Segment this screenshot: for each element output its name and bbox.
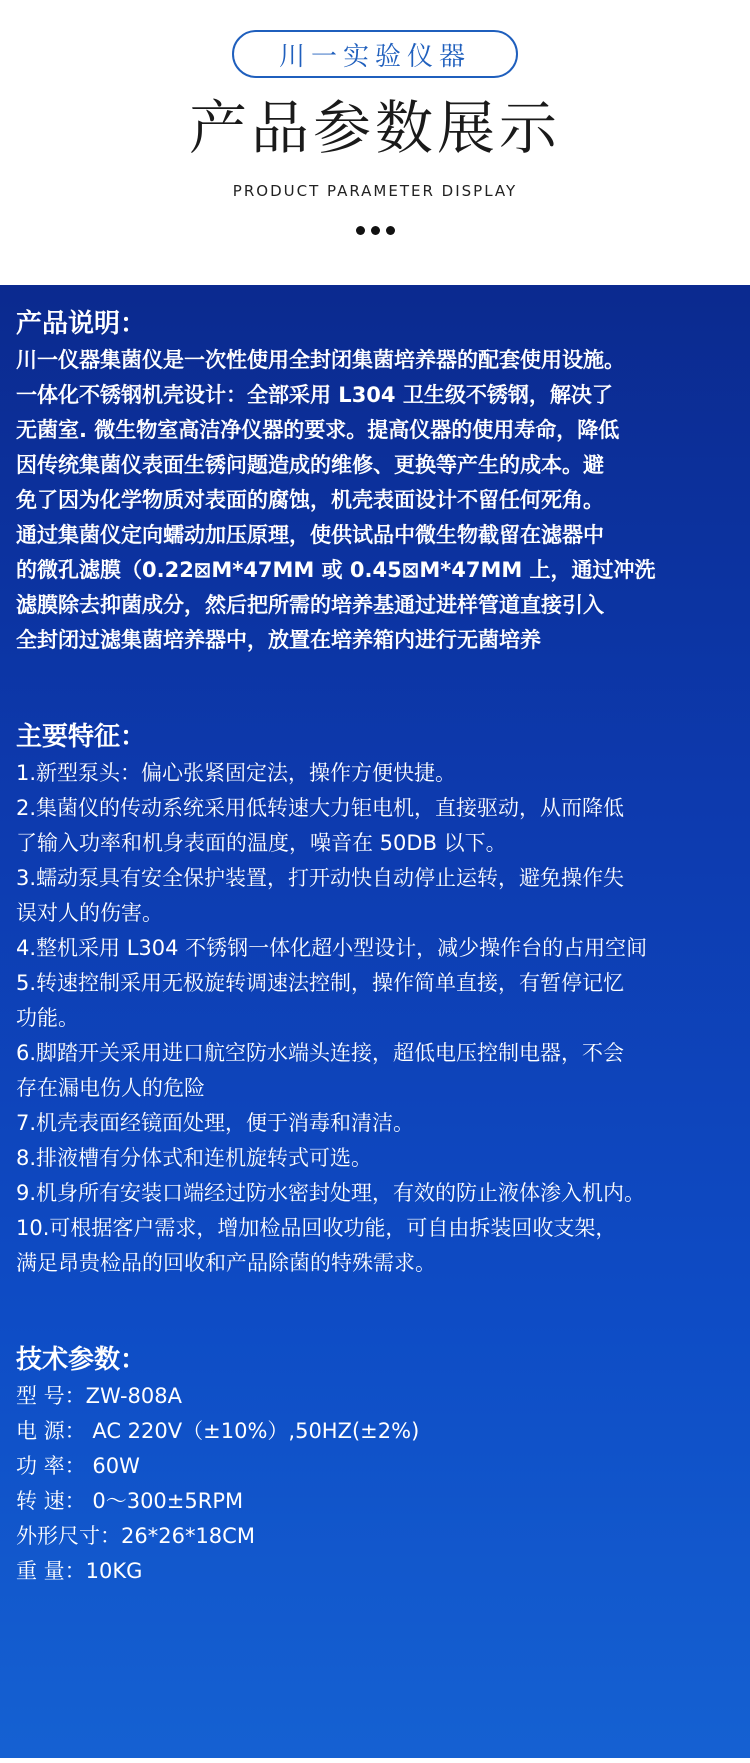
description-body [16, 343, 734, 658]
features-heading: 主要特征： [16, 722, 147, 752]
dot-icon [386, 226, 395, 235]
feature-line: 误对人的伤害。 [16, 901, 163, 925]
spec-line: 重 量：10KG [16, 1559, 143, 1583]
description-line: 的微孔滤膜（0.22⊠M*47MM 或 0.45⊠M*47MM 上，通过冲洗 [16, 558, 656, 582]
dots-decoration [0, 226, 750, 235]
spec-line: 电 源： AC 220V（±10%）,50HZ(±2%) [16, 1419, 420, 1443]
feature-line: 8.排液槽有分体式和连机旋转式可选。 [16, 1146, 373, 1170]
bottom-strip [0, 1758, 750, 1763]
dot-icon [371, 226, 380, 235]
page-subtitle: PRODUCT PARAMETER DISPLAY [232, 182, 518, 200]
page-title: 产品参数展示 [188, 94, 561, 162]
description-line: 一体化不锈钢机壳设计：全部采用 L304 卫生级不锈钢，解决了 [16, 383, 613, 407]
feature-line: 了输入功率和机身表面的温度，噪音在 50DB 以下。 [16, 831, 507, 855]
spec-line: 型 号：ZW-808A [16, 1384, 183, 1408]
description-line: 全封闭过滤集菌培养器中，放置在培养箱内进行无菌培养 [16, 628, 541, 652]
content-panel [0, 285, 750, 1758]
description-line: 通过集菌仪定向蠕动加压原理，使供试品中微生物截留在滤器中 [16, 523, 604, 547]
feature-line: 6.脚踏开关采用进口航空防水端头连接，超低电压控制电器，不会 [16, 1041, 625, 1065]
spec-line: 外形尺寸：26*26*18CM [16, 1524, 255, 1548]
feature-line: 5.转速控制采用无极旋转调速法控制，操作简单直接，有暂停记忆 [16, 971, 625, 995]
dot-icon [356, 226, 365, 235]
spec-line: 转 速： 0～300±5RPM [16, 1489, 244, 1513]
description-line: 滤膜除去抑菌成分，然后把所需的培养基通过进样管道直接引入 [16, 593, 604, 617]
feature-line: 7.机壳表面经镜面处理，便于消毒和清洁。 [16, 1111, 415, 1135]
feature-line: 功能。 [16, 1006, 79, 1030]
description-line: 免了因为化学物质对表面的腐蚀，机壳表面设计不留任何死角。 [16, 488, 604, 512]
feature-line: 1.新型泵头：偏心张紧固定法，操作方便快捷。 [16, 761, 457, 785]
description-line: 因传统集菌仪表面生锈问题造成的维修、更换等产生的成本。避 [16, 453, 604, 477]
feature-line: 9.机身所有安装口端经过防水密封处理，有效的防止液体渗入机内。 [16, 1181, 646, 1205]
specs-list [16, 1379, 734, 1589]
feature-line: 满足昂贵检品的回收和产品除菌的特殊需求。 [16, 1251, 436, 1275]
description-line: 无菌室. 微生物室高洁净仪器的要求。提高仪器的使用寿命，降低 [16, 418, 620, 442]
specs-heading: 技术参数： [16, 1345, 147, 1375]
features-list [16, 756, 734, 1281]
feature-line: 3.蠕动泵具有安全保护装置，打开动快自动停止运转，避免操作失 [16, 866, 625, 890]
description-heading: 产品说明： [16, 309, 147, 339]
brand-pill: 川一实验仪器 [232, 30, 518, 78]
feature-line: 2.集菌仪的传动系统采用低转速大力钜电机，直接驱动，从而降低 [16, 796, 625, 820]
feature-line: 存在漏电伤人的危险 [16, 1076, 205, 1100]
feature-line: 4.整机采用 L304 不锈钢一体化超小型设计，减少操作台的占用空间 [16, 936, 648, 960]
feature-line: 10.可根据客户需求，增加检品回收功能，可自由拆装回收支架， [16, 1216, 617, 1240]
header [0, 0, 750, 285]
description-line: 川一仪器集菌仪是一次性使用全封闭集菌培养器的配套使用设施。 [16, 348, 625, 372]
spec-line: 功 率： 60W [16, 1454, 140, 1478]
